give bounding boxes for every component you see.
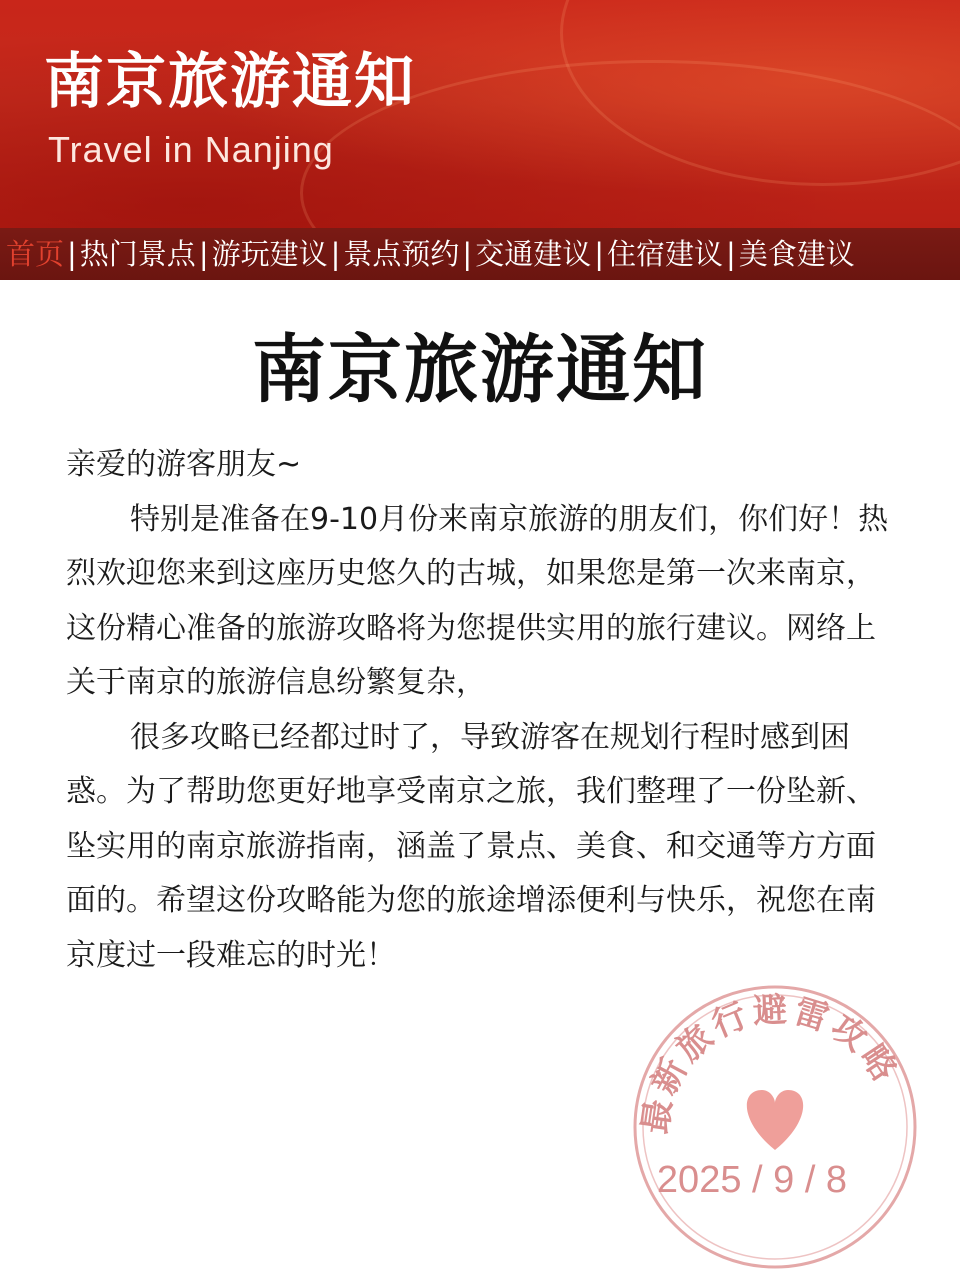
nav-separator: | (198, 237, 209, 271)
nav-separator: | (726, 237, 736, 271)
nav-item-reservation[interactable]: 景点预约 (343, 237, 460, 271)
nav-item-transport[interactable]: 交通建议 (475, 237, 592, 271)
date-stamp (630, 982, 920, 1272)
nav-item-food[interactable]: 美食建议 (738, 237, 855, 271)
article-title: 南京旅游通知 (252, 327, 708, 413)
navigation-bar (0, 228, 960, 280)
nav-item-accommodation[interactable]: 住宿建议 (606, 237, 723, 271)
nav-item-home[interactable]: 首页 (6, 237, 65, 271)
stamp-arc-text: 最新旅行避雷攻略 (635, 989, 907, 1137)
nav-separator: | (330, 237, 341, 271)
article-body (66, 438, 896, 983)
paragraph: 很多攻略已经都过时了，导致游客在规划行程时感到困惑。为了帮助您更好地享受南京之旅，我们整理了一份坠新、坠实用的南京旅游指南，涵盖了景点、美食、和交通等方方面面的。希望这份攻略能为您的旅途增添便利与快乐，祝您在南京度过一段难忘的时光！ (66, 719, 876, 973)
greeting: 亲爱的游客朋友~ (66, 447, 302, 482)
heart-icon (747, 1090, 803, 1150)
nav-separator: | (462, 237, 473, 271)
header-subtitle: Travel in Nanjing (48, 129, 334, 170)
nav-item-popular-attractions[interactable]: 热门景点 (79, 237, 196, 271)
stamp-date: 2025 / 9 / 8 (656, 1159, 848, 1201)
nav-separator: | (67, 237, 77, 271)
header-title: 南京旅游通知 (44, 47, 416, 117)
header-banner (0, 0, 960, 228)
paragraph: 特别是准备在9-10月份来南京旅游的朋友们，你们好！热烈欢迎您来到这座历史悠久的古城，如果您是第一次来南京，这份精心准备的旅游攻略将为您提供实用的旅行建议。网络上关于南京的旅游信息纷繁复杂， (66, 501, 889, 700)
nav-separator: | (594, 237, 604, 271)
nav-item-play-tips[interactable]: 游玩建议 (211, 237, 328, 271)
